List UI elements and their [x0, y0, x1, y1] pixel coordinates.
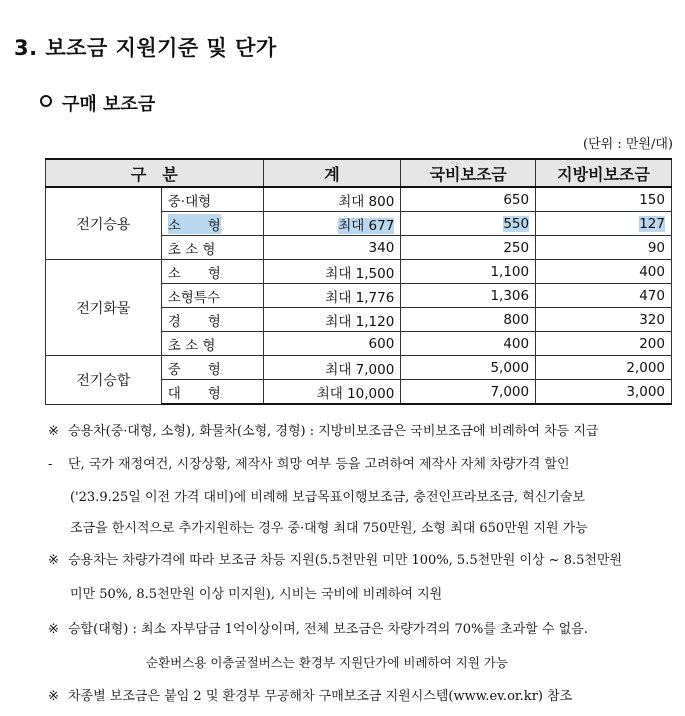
header-total: 계 [263, 159, 401, 187]
note-text: 승용차(중·대형, 소형), 화물차(소형, 경형) : 지방비보조금은 국비보조금에 비례하여 차등 지급 [68, 424, 599, 439]
local-cell: 3,000 [536, 380, 672, 405]
table-row [46, 187, 672, 212]
table-row [46, 356, 672, 380]
header-national: 국비보조금 [401, 159, 536, 187]
local-cell: 2,000 [536, 356, 672, 380]
size-cell: 경 형 [161, 308, 263, 332]
local-cell: 320 [536, 308, 672, 332]
note-3-sub: 순환버스용 이층굴절버스는 환경부 지원단가에 비례하여 지원 가능 [146, 655, 508, 670]
note-text: 승합(대형) : 최소 자부담금 1억이상이며, 전체 보조금은 차량가격의 70%를 초과할 수 없음. [68, 622, 588, 637]
table-header-row [46, 159, 672, 187]
total-cell: 최대 1,120 [263, 308, 401, 332]
local-cell: 200 [536, 332, 672, 356]
note-dash-1-line-3: 조금을 한시적으로 추가지원하는 경우 중·대형 최대 750만원, 소형 최대 650만원 지원 가능 [70, 521, 588, 536]
national-cell: 1,100 [401, 260, 536, 284]
size-cell: 소형특수 [161, 284, 263, 308]
total-cell: 최대 800 [263, 187, 401, 212]
section-title: 3. 보조금 지원기준 및 단가 [14, 36, 277, 60]
subsection-title [40, 90, 155, 116]
national-cell: 5,000 [401, 356, 536, 380]
note-text: 단, 국가 재정여건, 시장상황, 제작사 희망 여부 등을 고려하여 제작사 자체 차량가격 할인 [68, 457, 570, 472]
circle-bullet-icon [40, 95, 52, 107]
unit-label: (단위 : 만원/대) [583, 137, 673, 152]
note-3 [48, 620, 588, 640]
note-mark: ※ [48, 689, 59, 704]
note-2 [48, 551, 622, 571]
size-cell: 초 소 형 [161, 236, 263, 260]
note-mark: ※ [48, 622, 59, 637]
national-cell: 800 [401, 308, 536, 332]
subsidy-table [45, 158, 672, 405]
category-cell: 전기화물 [46, 260, 162, 356]
size-cell: 대 형 [161, 380, 263, 405]
total-cell: 최대 1,500 [263, 260, 401, 284]
note-text: 승용차는 차량가격에 따라 보조금 차등 지원(5.5천만원 미만 100%, 5.5천만원 이상 ~ 8.5천만원 [68, 553, 623, 568]
table-row [46, 260, 672, 284]
local-cell: 90 [536, 236, 672, 260]
local-cell: 400 [536, 260, 672, 284]
local-cell: 470 [536, 284, 672, 308]
note-dash-1-line-2: ('23.9.25일 이전 가격 대비)에 비례해 보급목표이행보조금, 충전인프라보조금, 혁신기술보 [70, 490, 585, 505]
total-cell: 600 [263, 332, 401, 356]
size-cell: 소 형 [161, 260, 263, 284]
subsection-title-text: 구매 보조금 [62, 94, 156, 115]
size-cell: 중·대형 [161, 187, 263, 212]
total-cell: 최대 10,000 [263, 380, 401, 405]
size-cell [161, 212, 263, 236]
category-cell: 전기승합 [46, 356, 162, 405]
dash-mark: - [48, 457, 53, 472]
note-2-line-2: 미만 50%, 8.5천만원 이상 미지원), 시비는 국비에 비례하여 지원 [70, 587, 443, 602]
total-cell: 340 [263, 236, 401, 260]
note-text: 차종별 보조금은 붙임 2 및 환경부 무공해차 구매보조금 지원시스템(www.ev.or.kr) 참조 [68, 689, 573, 704]
national-cell [401, 212, 536, 236]
size-cell: 중 형 [161, 356, 263, 380]
local-cell: 150 [536, 187, 672, 212]
note-4 [48, 687, 572, 707]
national-cell: 250 [401, 236, 536, 260]
national-cell: 7,000 [401, 380, 536, 405]
category-cell: 전기승용 [46, 187, 162, 260]
total-cell [263, 212, 401, 236]
total-cell: 최대 1,776 [263, 284, 401, 308]
size-cell: 초 소 형 [161, 332, 263, 356]
national-cell: 650 [401, 187, 536, 212]
highlighted-text: 127 [639, 215, 665, 232]
header-local: 지방비보조금 [536, 159, 672, 187]
header-category: 구 분 [46, 159, 264, 187]
national-cell: 400 [401, 332, 536, 356]
local-cell [536, 212, 672, 236]
note-dash-1 [48, 455, 570, 475]
national-cell: 1,306 [401, 284, 536, 308]
highlighted-text: 550 [503, 215, 530, 232]
highlighted-text: 최대 677 [338, 217, 395, 234]
note-1 [48, 422, 598, 442]
total-cell: 최대 7,000 [263, 356, 401, 380]
highlighted-text: 소 형 [168, 214, 221, 234]
note-mark: ※ [48, 553, 59, 568]
note-mark: ※ [48, 424, 59, 439]
